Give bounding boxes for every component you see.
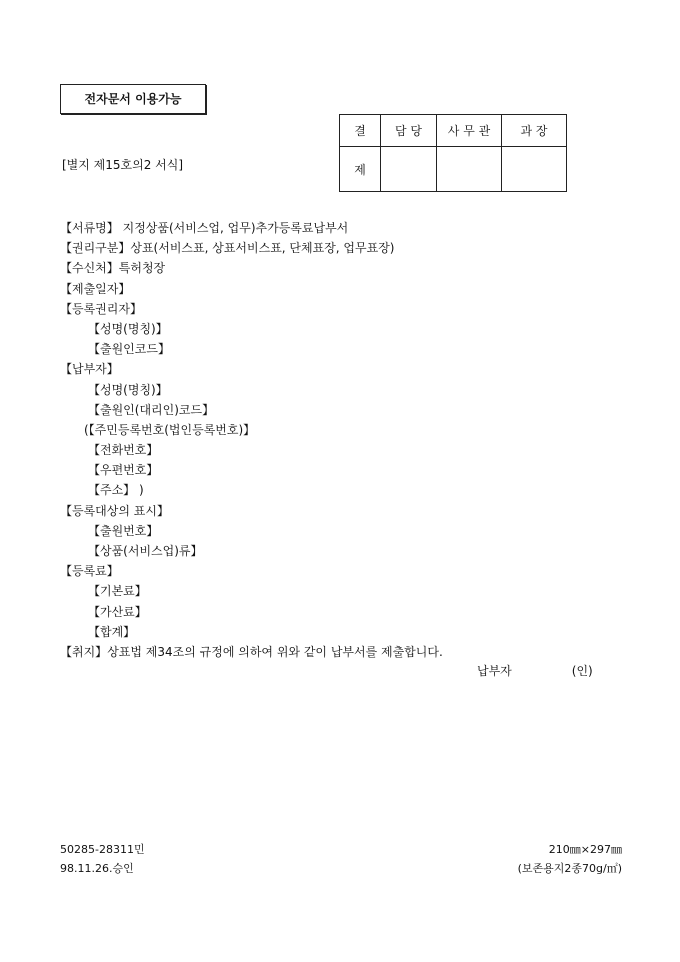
recipient-value: 특허청장 — [118, 261, 166, 276]
footer-left — [60, 840, 145, 878]
right-type-value: 상표(서비스표, 상표서비스표, 단체표장, 업무표장) — [130, 241, 395, 256]
field-holder-name: 【성명(명칭)】 — [88, 321, 168, 336]
form-fields — [60, 218, 640, 662]
footer-paper: (보존용지2종70g/㎡) — [517, 862, 622, 875]
field-doc-type — [60, 218, 640, 238]
doc-type-label: 【서류명】 — [60, 221, 119, 235]
field-submit-date: 【제출일자】 — [60, 281, 131, 296]
field-fee: 【등록료】 — [60, 564, 119, 579]
field-basic-fee: 【기본료】 — [88, 584, 147, 599]
approval-side-top: 결 — [340, 115, 381, 147]
purpose-label: 【취지】 — [60, 644, 108, 659]
approval-sign-staff — [381, 147, 437, 192]
field-purpose — [60, 642, 640, 662]
field-app-no: 【출원번호】 — [88, 523, 159, 538]
footer-approval-date: 98.11.26.승인 — [60, 862, 134, 875]
approval-col-officer: 사 무 관 — [437, 115, 502, 147]
field-goods-class: 【상품(서비스업)류】 — [88, 544, 203, 558]
field-payer-phone: 【전화번호】 — [88, 443, 159, 458]
footer-size: 210㎜×297㎜ — [548, 843, 622, 856]
approval-side-bottom: 제 — [340, 147, 381, 192]
footer-code: 50285-28311민 — [60, 843, 145, 856]
signature-payer: 납부자 — [477, 664, 512, 678]
field-payer-zip: 【우편번호】 — [88, 463, 159, 478]
field-right-type — [60, 238, 640, 258]
field-payer-resident-no: (【주민등록번호(법인등록번호)】 — [84, 422, 256, 437]
field-right-holder: 【등록권리자】 — [60, 301, 142, 316]
approval-col-staff: 담 당 — [381, 115, 437, 147]
approval-sign-officer — [437, 147, 502, 192]
field-payer-name: 【성명(명칭)】 — [88, 382, 168, 397]
signature-line — [477, 662, 593, 679]
doc-type-value: 지정상품(서비스업, 업무)추가등록료납부서 — [122, 221, 349, 235]
field-payer-code: 【출원인(대리인)코드】 — [88, 402, 215, 417]
field-target: 【등록대상의 표시】 — [60, 503, 169, 518]
field-payer-address: 【주소】 ) — [88, 483, 144, 498]
form-number: [별지 제15호의2 서식] — [62, 158, 184, 172]
signature-seal: (인) — [571, 664, 593, 678]
approval-sign-chief — [502, 147, 567, 192]
field-total: 【합계】 — [88, 624, 136, 639]
field-extra-fee: 【가산료】 — [88, 604, 147, 619]
recipient-label: 【수신처】 — [60, 261, 119, 276]
field-holder-code: 【출원인코드】 — [88, 342, 170, 357]
approval-col-chief: 과 장 — [502, 115, 567, 147]
approval-box — [339, 114, 567, 192]
field-payer: 【납부자】 — [60, 362, 119, 377]
field-recipient — [60, 258, 640, 278]
footer-right — [518, 840, 622, 878]
right-type-label: 【권리구분】 — [60, 241, 131, 256]
purpose-value: 상표법 제34조의 규정에 의하여 위와 같이 납부서를 제출합니다. — [107, 644, 443, 659]
electronic-document-label: 전자문서 이용가능 — [60, 84, 206, 114]
